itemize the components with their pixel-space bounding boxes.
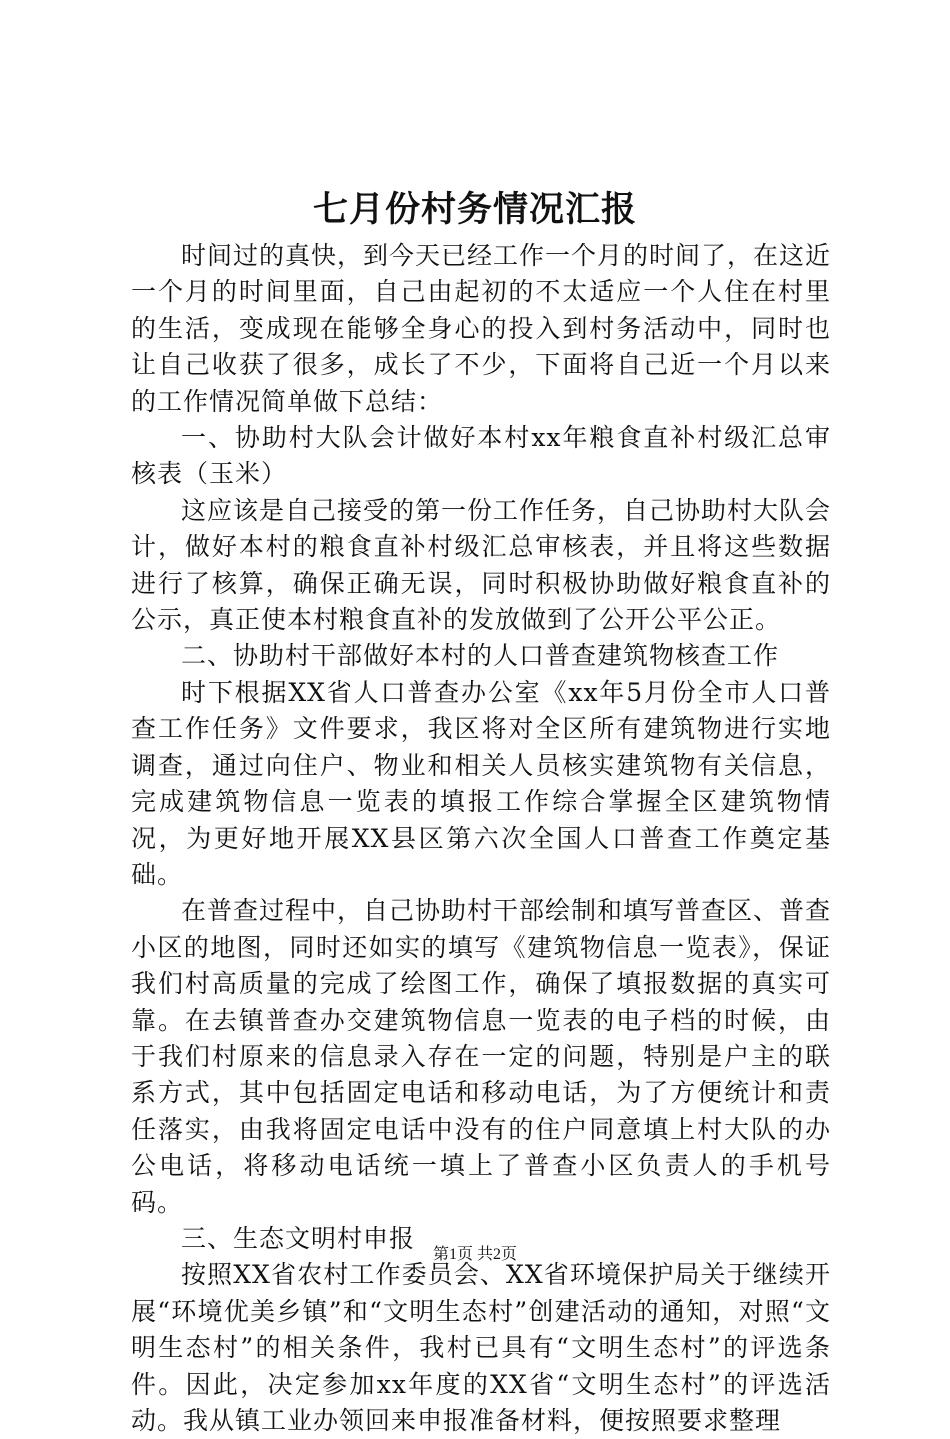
paragraph-section-2a: 时下根据XX省人口普查办公室《xx年5月份全市人口普查工作任务》文件要求，我区将对全区所有建筑物进行实地调查，通过向住户、物业和相关人员核实建筑物有关信息，完成建筑物信息一览表的填报工作综合掌握全区建筑物情况，为更好地开展XX县区第六次全国人口普查工作奠定基础。	[131, 677, 831, 889]
section-heading-1: 一、协助村大队会计做好本村xx年粮食直补村级汇总审核表（玉米）	[131, 423, 831, 489]
document-title: 七月份村务情况汇报	[312, 189, 637, 230]
page-footer: 第1页 共2页	[432, 1246, 517, 1263]
paragraph-section-3: 按照XX省农村工作委员会、XX省环境保护局关于继续开展“环境优美乡镇”和“文明生态村”创建活动的通知，对照“文明生态村”的相关条件，我村已具有“文明生态村”的评选条件。因此，决定参加xx年度的XX省“文明生态村”的评选活动。我从镇工业办领回来申报准备材料，便按照要求整理	[131, 1260, 831, 1435]
paragraph-section-2b: 在普查过程中，自己协助村干部绘制和填写普查区、普查小区的地图，同时还如实的填写《建筑物信息一览表》，保证我们村高质量的完成了绘图工作，确保了填报数据的真实可靠。在去镇普查办交建筑物信息一览表的电子档的时候，由于我们村原来的信息录入存在一定的问题，特别是户主的联系方式，其中包括固定电话和移动电话，为了方便统计和责任落实，由我将固定电话中没有的住户同意填上村大队的办公电话，将移动电话统一填上了普查小区负责人的手机号码。	[131, 896, 832, 1217]
section-heading-3: 三、生态文明村申报	[181, 1223, 416, 1253]
section-heading-2: 二、协助村干部做好本村的人口普查建筑物核查工作	[181, 641, 780, 671]
paragraph-intro: 时间过的真快，到今天已经工作一个月的时间了，在这近一个月的时间里面，自己由起初的不太适应一个人住在村里的生活，变成现在能够全身心的投入到村务活动中，同时也让自己收获了很多，成长了不少，下面将自己近一个月以来的工作情况简单做下总结：	[131, 241, 832, 416]
paragraph-section-1: 这应该是自己接受的第一份工作任务，自己协助村大队会计，做好本村的粮食直补村级汇总审核表，并且将这些数据进行了核算，确保正确无误，同时积极协助做好粮食直补的公示，真正使本村粮食直补的发放做到了公开公平公正。	[131, 495, 832, 635]
